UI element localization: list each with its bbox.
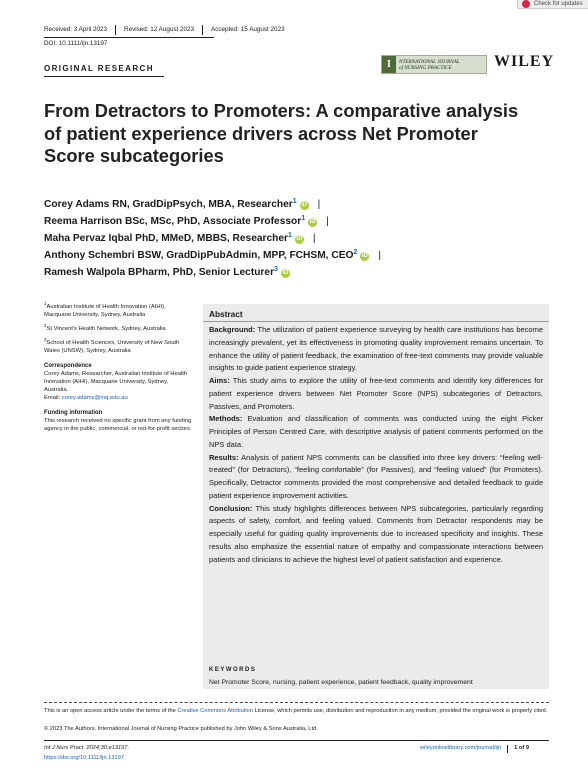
license-note: This is an open access article under the terms of the Creative Commons Attribution License, which permits use, distribution and reproduction in any medium, provided the original work is properly cited. (44, 708, 548, 714)
author-separator: | (312, 233, 316, 244)
author-separator: | (378, 250, 381, 261)
doi: DOI: 10.1111/ijn.13197 (44, 40, 108, 47)
orcid-icon[interactable]: iD (282, 270, 289, 276)
section-rule (44, 76, 164, 77)
author-1[interactable] (44, 193, 564, 210)
author-4[interactable] (44, 244, 564, 261)
correspondence-heading: Correspondence (44, 362, 92, 369)
history-dates (44, 25, 293, 35)
journal-site-link[interactable]: wileyonlinelibrary.com/journal/ijn (420, 745, 502, 751)
author-2[interactable] (44, 210, 564, 227)
accepted-date: Accepted: 15 August 2023 (211, 26, 285, 33)
article-title: From Detractors to Promoters: A comparative analysis of patient experience drivers across Net Promoter Score subcategories (44, 100, 519, 166)
abstract-conclusion: Conclusion: This study highlights differences between NPS subcategories, particularly regarding aspects of safety, comfort, and feeling valued. Comments from Detractor respondents may be especially useful for guiding quality improvements due to increased specificity and insights. These results also emphasize the essential nature of empathy and compassionate interactions between patients and clinicians to achieve the highest level of patient satisfaction and experience. (209, 503, 543, 564)
abstract-methods: Methods: Evaluation and classification of comments was conducted using the eight Picker Principles of Person Centred Care, with descriptive analysis of patient comments performed on the NPS data. (209, 414, 543, 449)
keywords: Net Promoter Score, nursing, patient experience, patient feedback, quality improvement (209, 679, 473, 686)
author-name: Anthony Schembri BSW, GradDipPubAdmin, MPP, FCHSM, CEO (44, 250, 354, 261)
license-link[interactable]: Creative Commons Attribution (177, 708, 253, 714)
abstract-results: Results: Analysis of patient NPS comments can be classified into three key drivers: “feeling well-treated” (for Detractors), “feeling comfortable” (for Passives), and “feeling valued” (for Promoters). Specifically, Detractor comments provided the most comprehensive and detailed feedback to guide patient experience improvement activities. (209, 452, 543, 500)
affiliation-3: $^3$School of Health Sciences, University of New South Wales (UNSW), Sydney, Australia (44, 336, 180, 354)
doi-link[interactable]: https://doi.org/10.1111/ijn.13197 (44, 755, 124, 761)
journal-logo-line2: of NURSING PRACTICE (399, 64, 452, 71)
footer-divider (44, 702, 549, 703)
abstract-aims: Aims: This study aims to explore the utility of free-text comments and identify key differences for patient experience drivers between Net Promoter Score (NPS) subcategories of Detractors, Passives, and Promoters. (209, 376, 543, 411)
orcid-icon[interactable]: iD (361, 253, 368, 259)
orcid-icon[interactable]: iD (301, 202, 308, 208)
author-affiliation-ref[interactable]: 1 (292, 198, 297, 205)
article-section: ORIGINAL RESEARCH (44, 64, 154, 73)
page-info-separator (507, 745, 508, 753)
page-info (420, 745, 529, 753)
revised-date: Revised: 12 August 2023 (116, 25, 203, 35)
abstract-rule (203, 321, 549, 322)
correspondence-email-line: Email: corey.adams@mq.edu.au (44, 394, 128, 401)
publisher-logo[interactable]: WILEY (494, 53, 555, 70)
orcid-icon[interactable]: iD (309, 219, 316, 225)
author-3[interactable] (44, 227, 564, 244)
author-separator: | (317, 199, 321, 210)
author-affiliation-ref[interactable]: 1 (288, 232, 292, 239)
email-link[interactable]: corey.adams@mq.edu.au (61, 394, 128, 401)
funding-heading: Funding information (44, 409, 103, 416)
abstract-heading: Abstract (209, 309, 243, 319)
copyright: © 2023 The Authors. International Journal of Nursing Practice published by John Wiley & Sons Australia, Ltd. (44, 726, 318, 732)
author-5[interactable] (44, 261, 564, 278)
journal-logo[interactable] (381, 55, 487, 74)
author-name: Reema Harrison BSc, MSc, PhD, Associate Professor (44, 216, 302, 227)
abstract-body (209, 324, 543, 566)
affiliation-1: $^1$Australian Institute of Health Innovation (AIHI), Macquarie University, Sydney, Australia (44, 301, 166, 318)
author-affiliation-ref[interactable]: 3 (274, 266, 278, 273)
author-affiliation-ref[interactable]: 1 (301, 215, 306, 222)
journal-logo-letter: I (382, 56, 396, 73)
funding-text: This research received no specific grant from any funding agency in the public, commercial, or not-for-profit sectors. (44, 417, 192, 432)
keywords-heading: KEYWORDS (209, 667, 257, 673)
author-separator: | (326, 216, 329, 227)
author-list (44, 193, 564, 278)
correspondence-text: Corey Adams, Researcher, Australian Institute of Health Innovation (AIHI), Macquarie University, Sydney, Australia. (44, 370, 188, 393)
check-for-updates-label: Check for updates (534, 1, 583, 7)
page-number: 1 of 9 (514, 745, 529, 751)
author-name: Corey Adams RN, GradDipPsych, MBA, Researcher (44, 199, 293, 210)
citation: Int J Nurs Pract. 2024;30:e13197. (44, 745, 130, 751)
affiliation-2: $^2$St Vincent's Health Network, Sydney, Australia (44, 322, 166, 332)
received-date: Received: 3 April 2023 (44, 25, 116, 35)
author-affiliation-ref[interactable]: 2 (353, 249, 358, 256)
front-matter-sidebar (44, 300, 192, 433)
footer-rule (44, 740, 549, 741)
crossmark-icon (522, 0, 530, 8)
abstract-background: Background: The utilization of patient experience surveying by health care institutions has become increasingly prevalent, yet its effectiveness in promoting quality improvement remains uncertain. To enhance the utility of patient feedback, the examination of free-text comments may provide valuable insights to guide patient experience strategy. (209, 325, 543, 373)
journal-logo-line1: NTERNATIONAL JOURNAL (399, 58, 460, 65)
dates-rule (44, 37, 214, 38)
author-name: Ramesh Walpola BPharm, PhD, Senior Lecturer (44, 267, 275, 278)
orcid-icon[interactable]: iD (296, 236, 303, 242)
author-name: Maha Pervaz Iqbal PhD, MMeD, MBBS, Researcher (44, 233, 289, 244)
check-for-updates-badge[interactable] (517, 0, 588, 9)
